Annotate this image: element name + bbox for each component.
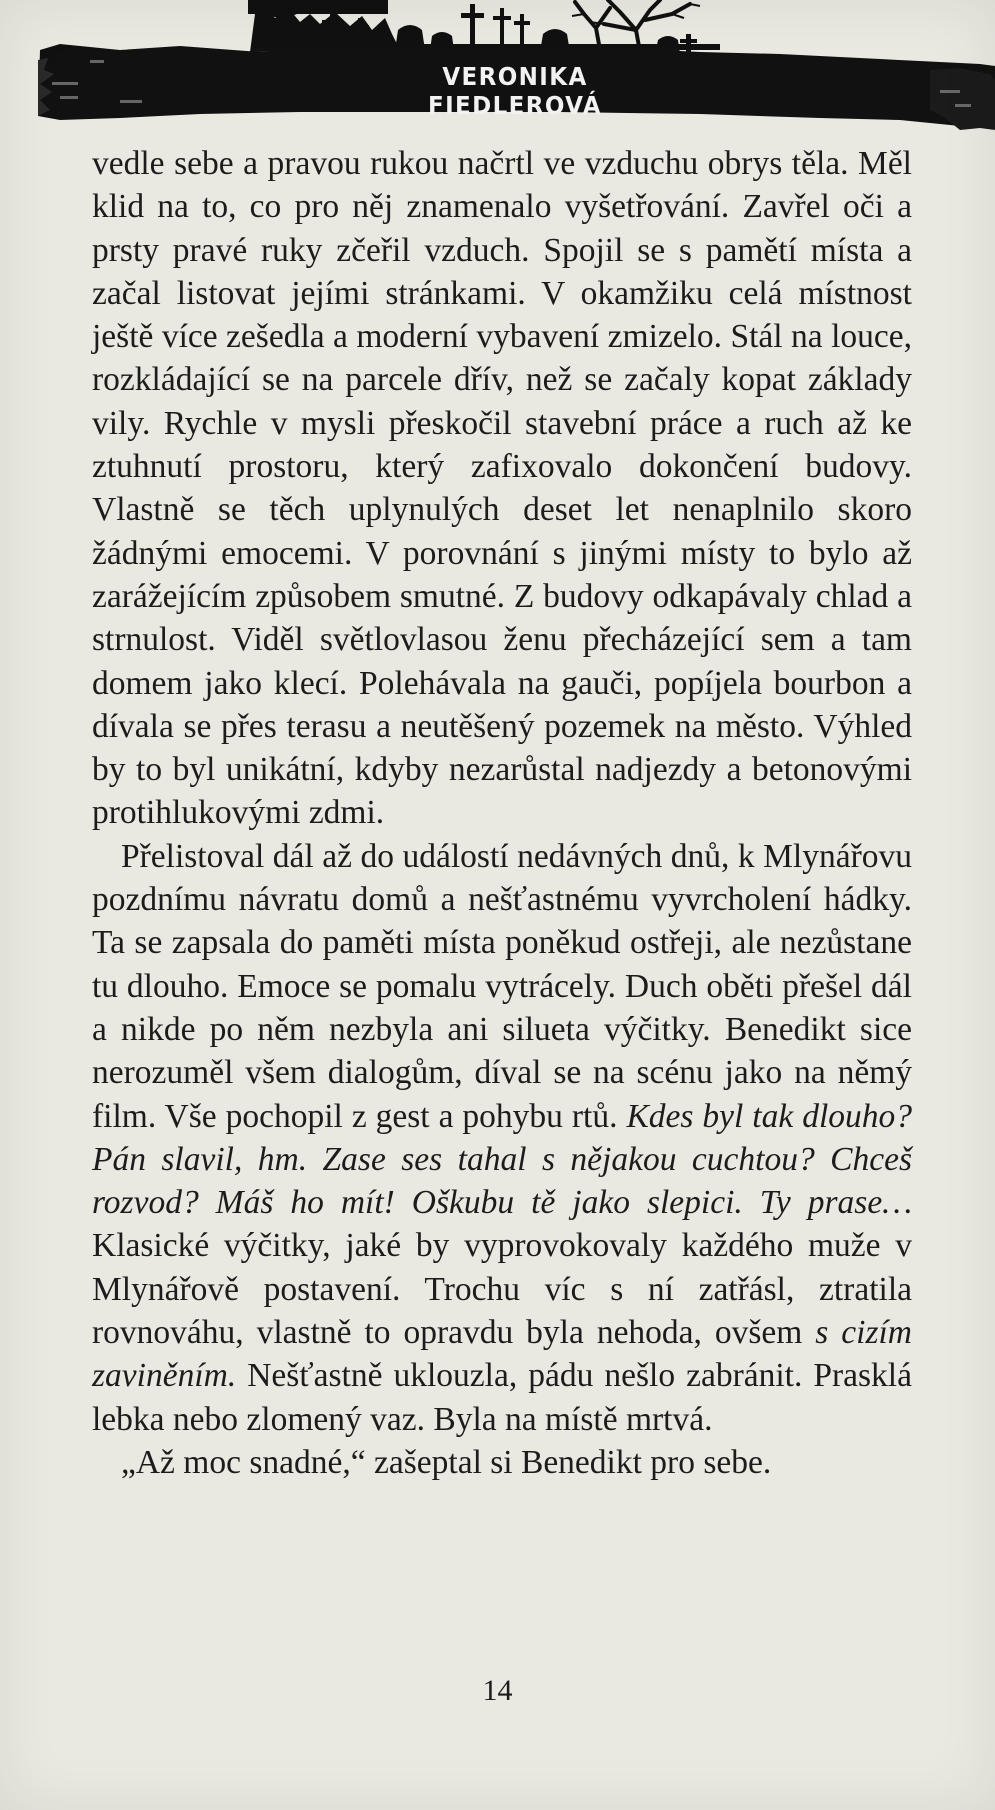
paragraph xyxy=(92,142,912,835)
italic-dialogue: Kdes byl tak dlouho? Pán slavil, hm. Zase ses tahal s nějakou cuchtou? Chceš rozvod? Máš ho mít! Oškubu tě jako slepici. Ty prase… xyxy=(92,1097,913,1222)
paragraph-text: Nešťastně uklouzla, pádu nešlo zabránit. Prasklá lebka nebo zlomený vaz. Byla na místě mrtvá. xyxy=(92,1357,912,1438)
body-text xyxy=(92,142,912,1484)
paragraph-text: „Až moc snadné,“ zašeptal si Benedikt pro sebe. xyxy=(121,1443,772,1481)
page-header xyxy=(0,0,995,130)
paragraph-text: Přelistoval dál až do událostí nedávných dnů, k Mlynářovu pozdnímu návratu domů a nešťastnému vyvrcholení hádky. Ta se zapsala do paměti místa poněkud ostřeji, ale nezůstane tu dlouho. Emoce se pomalu vytrácely. Duch oběti přešel dál a nikde po něm nezbyla ani silueta výčitky. Benedikt sice nerozuměl všem dialogům, díval se na scénu jako na němý film. Vše pochopil z gest a pohybu rtů. xyxy=(92,837,912,1135)
italic-phrase: s cizím zaviněním. xyxy=(92,1314,912,1395)
author-name: VERONIKA FIEDLEROVÁ xyxy=(428,62,602,120)
paragraph-text: Klasické výčitky, jaké by vyprovokovaly každého muže v Mlynářově postavení. Trochu víc s ní zatřásl, ztratila rovnováhu, vlastně to opravdu byla nehoda, ovšem xyxy=(92,1227,912,1352)
paragraph-text: vedle sebe a pravou rukou načrtl ve vzduchu obrys těla. Měl klid na to, co pro něj znamenalo vyšetřování. Zavřel oči a prsty pravé ruky zčeřil vzduch. Spojil se s pamětí místa a začal listovat jejími stránkami. V okamžiku celá místnost ještě více zešedla a moderní vybavení zmizelo. Stál na louce, rozkládající se na parcele dřív, než se začaly kopat základy vily. Rychle v mysli přeskočil stavební práce a ruch až ke ztuhnutí prostoru, který zafixovalo dokončení budovy. Vlastně se těch uplynulých deset let nenaplnilo skoro žádnými emocemi. V porovnání s jinými místy to bylo až zarážejícím způsobem smutné. Z budovy odkapávaly chlad a strnulost. Viděl světlovlasou ženu přecházející sem a tam domem jako klecí. Polehávala na gauči, popíjela bourbon a dívala se přes terasu a neutěšený pozemek na město. Výhled by to byl unikátní, kdyby nezarůstal nadjezdy a betonovými protihlukovými zdmi. xyxy=(92,145,912,832)
paragraph xyxy=(92,835,912,1441)
paragraph xyxy=(92,1441,912,1484)
page-number: 14 xyxy=(482,1674,513,1707)
